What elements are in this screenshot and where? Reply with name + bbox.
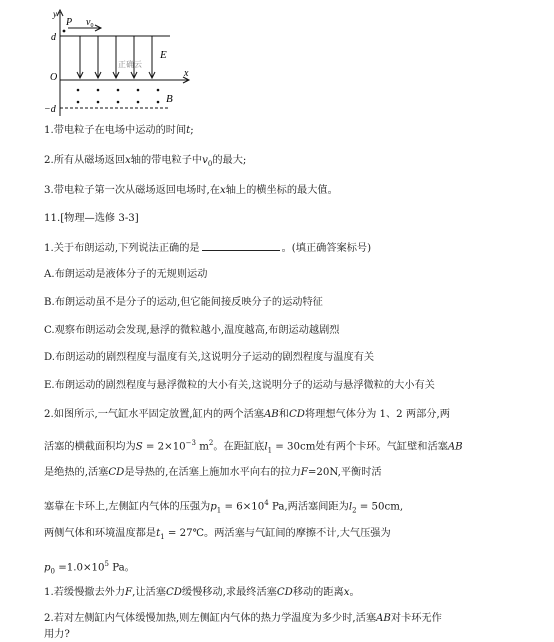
question-3: 3.带电粒子第一次从磁场返回电场时,在x轴上的横坐标的最大值。 (44, 185, 338, 196)
problem-2-line-1: 2.如图所示,一气缸水平固定放置,缸内的两个活塞AB和CD将理想气体分为 1、2 两部分,两 (44, 409, 450, 420)
option-e: E.布朗运动的剧烈程度与悬浮微粒的大小有关,这说明分子的运动与悬浮微粒的大小有关 (44, 380, 435, 391)
label-v0: $v_0$ (86, 17, 94, 29)
problem-2-line-3: 是绝热的,活塞CD是导热的,在活塞上施加水平向右的拉力F=20N,平衡时活 (44, 467, 382, 478)
section-heading: 11.[物理—选修 3-3] (44, 213, 139, 224)
field-lines (77, 36, 155, 78)
field-diagram (20, 6, 200, 120)
label-E: E (160, 49, 167, 61)
label-d: d (51, 32, 56, 43)
option-d: D.布朗运动的剧烈程度与温度有关,这说明分子运动的剧烈程度与温度有关 (44, 352, 375, 363)
question-1: 1.带电粒子在电场中运动的时间t; (44, 125, 194, 136)
label-x: x (184, 68, 189, 79)
label-y: y (53, 9, 57, 19)
problem-2-line-2: 活塞的横截面积均为$S = 2\times 10^{-3}$ $m^2$。在距缸底$l_1 = 30cm$处有两个卡环。气缸壁和活塞AB (44, 439, 463, 455)
option-b: B.布朗运动虽不是分子的运动,但它能间接反映分子的运动特征 (44, 297, 323, 308)
label-B: B (166, 93, 173, 105)
sub-question-2: 2.若对左侧缸内气体缓慢加热,则左侧缸内气体的热力学温度为多少时,活塞AB对卡环无作 (44, 613, 442, 624)
answer-blank (202, 240, 280, 251)
problem-2-line-5: 两侧气体和环境温度都是$t_1$ = 27℃。两活塞与气缸间的摩擦不计,大气压强为 (44, 528, 391, 542)
watermark: 正确云 (118, 60, 142, 69)
problem-2-line-4: 塞靠在卡环上,左侧缸内气体的压强为$p_1 = 6\times 10^4$ Pa,两活塞间距为$l_2 = 50cm$, (44, 499, 404, 515)
particle-p (63, 30, 66, 33)
sub-question-2-cont: 用力? (44, 629, 70, 640)
mc-question: 1.关于布朗运动,下列说法正确的是 。(填正确答案标号) (44, 240, 371, 256)
sub-question-1: 1.若缓慢撤去外力F,让活塞CD缓慢移动,求最终活塞CD移动的距离x。 (44, 587, 360, 598)
magnetic-field-dots (77, 89, 160, 104)
problem-2-line-6: $p_0 =1.0\times 10^5$ Pa。 (44, 560, 135, 576)
label-origin: O (50, 72, 58, 83)
option-a: A.布朗运动是液体分子的无规则运动 (44, 269, 208, 280)
label-P: P (66, 17, 73, 28)
label-neg-d: −d (44, 104, 56, 115)
question-2: 2.所有从磁场返回x轴的带电粒子中$v_0$的最大; (44, 155, 247, 169)
option-c: C.观察布朗运动会发现,悬浮的微粒越小,温度越高,布朗运动越剧烈 (44, 325, 340, 336)
